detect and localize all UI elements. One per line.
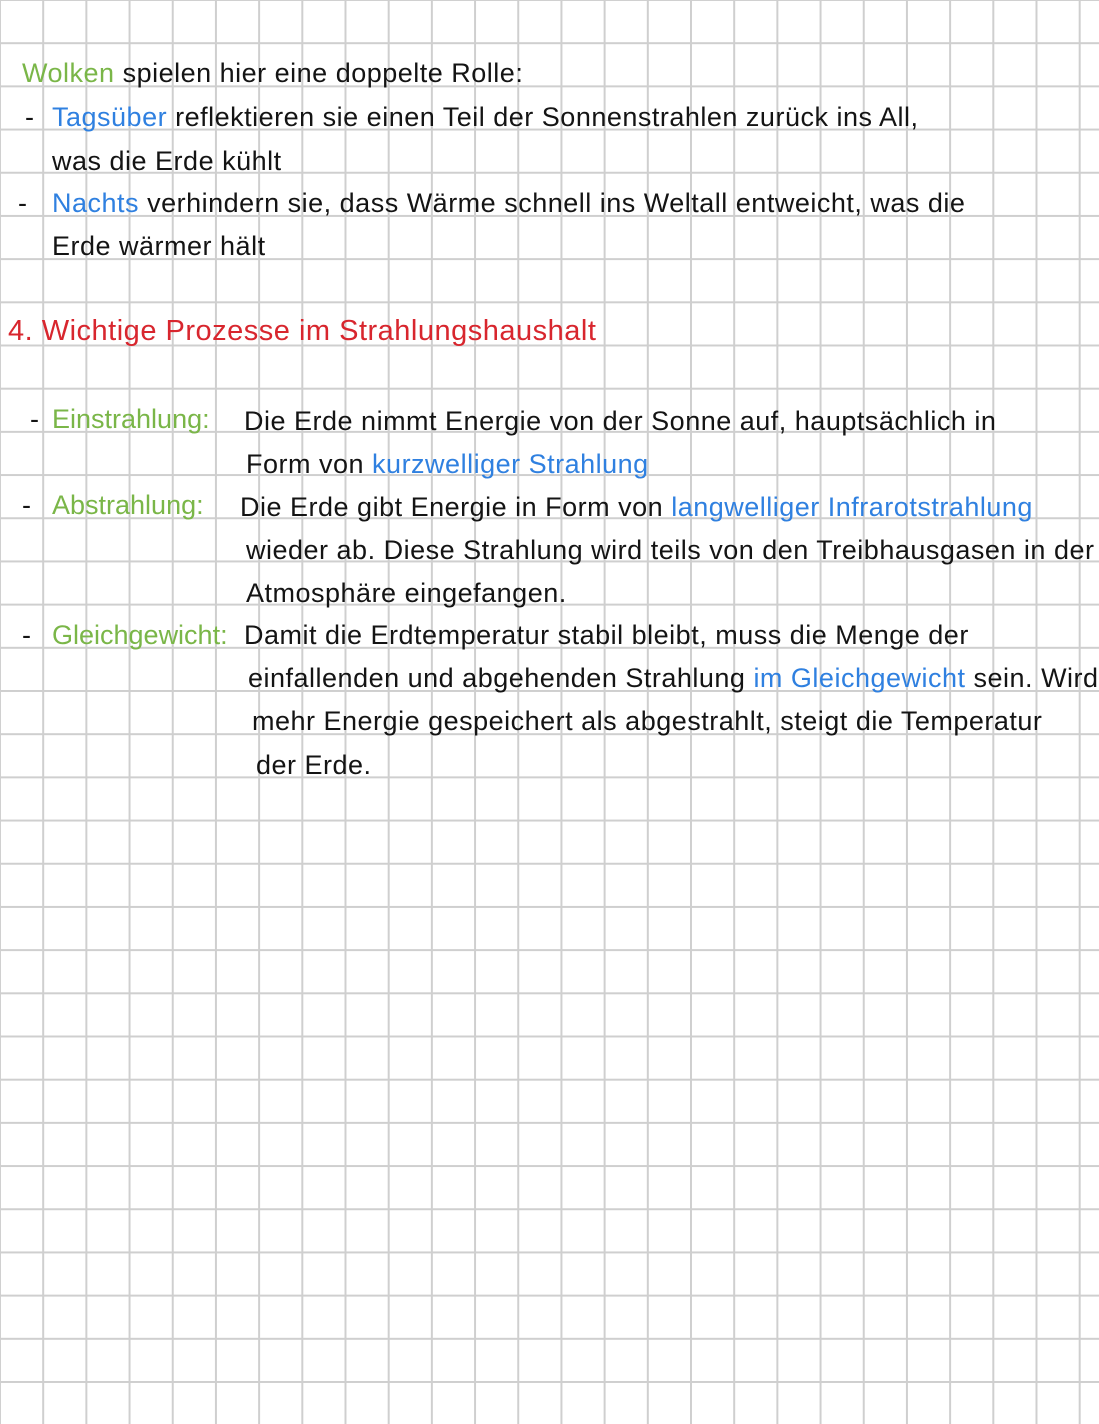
bullet-dash: - bbox=[25, 102, 34, 132]
text: Form von bbox=[246, 449, 365, 479]
highlight-kurzwellig: kurzwelliger Strahlung bbox=[372, 449, 649, 479]
abstrahlung-line2: wieder ab. Diese Strahlung wird teils von den Treibhausgasen in der bbox=[246, 535, 1095, 565]
bullet-text: verhindern sie, dass Wärme schnell ins Weltall entweicht, was die bbox=[147, 188, 966, 218]
intro-text: spielen hier eine doppelte Rolle: bbox=[122, 58, 524, 88]
bullet-nachts-cont: Erde wärmer hält bbox=[52, 231, 266, 261]
bullet-tagsueber bbox=[52, 100, 919, 134]
text: sein. Wird bbox=[973, 663, 1099, 693]
gleichgewicht-line1: Damit die Erdtemperatur stabil bleibt, muss die Menge der bbox=[244, 620, 969, 650]
abstrahlung-line3: Atmosphäre eingefangen. bbox=[246, 578, 567, 608]
bullet-dash: - bbox=[22, 620, 31, 650]
text: Die Erde gibt Energie in Form von bbox=[240, 492, 664, 522]
gleichgewicht-line4: der Erde. bbox=[256, 750, 372, 780]
bullet-tagsueber-cont: was die Erde kühlt bbox=[52, 146, 282, 176]
bullet-text: reflektieren sie einen Teil der Sonnenstrahlen zurück ins All, bbox=[175, 102, 919, 132]
gleichgewicht-line2 bbox=[248, 661, 1099, 695]
highlight-infrarot: langwelliger Infrarotstrahlung bbox=[671, 492, 1033, 522]
term-einstrahlung: Einstrahlung: bbox=[52, 404, 210, 434]
term-abstrahlung: Abstrahlung: bbox=[52, 490, 204, 520]
clouds-intro bbox=[22, 56, 523, 90]
text: einfallenden und abgehenden Strahlung bbox=[248, 663, 746, 693]
gleichgewicht-line3: mehr Energie gespeichert als abgestrahlt, steigt die Temperatur bbox=[252, 706, 1043, 736]
einstrahlung-line1: Die Erde nimmt Energie von der Sonne auf, hauptsächlich in bbox=[244, 406, 997, 436]
keyword-tagsueber: Tagsüber bbox=[52, 102, 168, 132]
highlight-gleichgewicht: im Gleichgewicht bbox=[753, 663, 966, 693]
keyword-nachts: Nachts bbox=[52, 188, 140, 218]
einstrahlung-line2 bbox=[246, 447, 649, 481]
term-gleichgewicht: Gleichgewicht: bbox=[52, 620, 228, 650]
bullet-dash: - bbox=[30, 404, 39, 434]
bullet-dash: - bbox=[22, 490, 31, 520]
section-heading: 4. Wichtige Prozesse im Strahlungshaushalt bbox=[8, 315, 597, 347]
abstrahlung-line1 bbox=[240, 490, 1033, 524]
bullet-dash: - bbox=[18, 188, 27, 218]
bullet-nachts bbox=[52, 186, 965, 220]
keyword-wolken: Wolken bbox=[22, 58, 115, 88]
